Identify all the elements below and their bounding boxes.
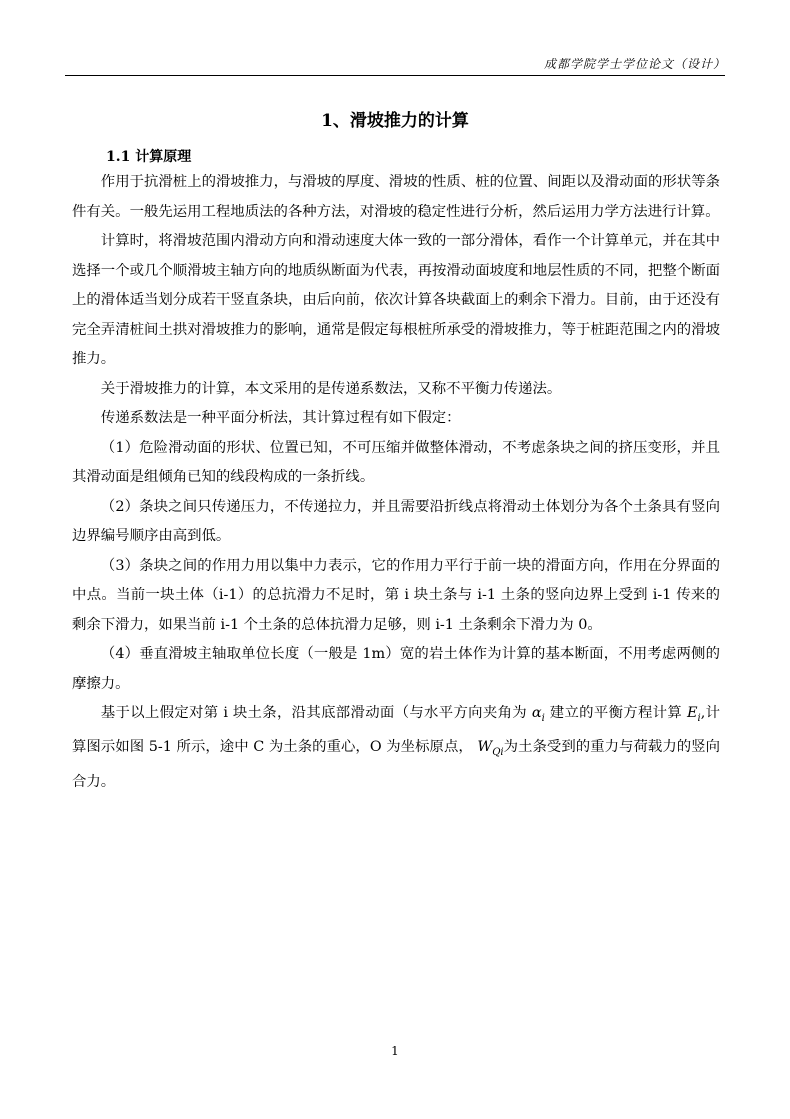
text-run: ,计算图示如图 5-1 所示，途中 C 为土条的重心，O 为坐标原点， xyxy=(72,705,721,756)
paragraph: 传递系数法是一种平面分析法，其计算过程有如下假定： xyxy=(100,410,461,426)
header-rule xyxy=(65,75,725,76)
paragraph: 作用于抗滑桩上的滑坡推力，与滑坡的厚度、滑坡的性质、桩的位置、间距以及滑动面的形状等条件有关。一般先运用工程地质法的各种方法，对滑坡的稳定性进行分析，然后运用力学方法进行计算。 xyxy=(72,174,720,220)
paragraph: （2）条块之间只传递压力，不传递拉力，并且需要沿折线点将滑动土体划分为各个土条具有竖向边界编号顺序由高到低。 xyxy=(72,498,720,544)
paragraph: （4）垂直滑坡主轴取单位长度（一般是 1m）宽的岩土体作为计算的基本断面，不用考虑两侧的摩擦力。 xyxy=(72,646,720,692)
text-run: 基于以上假定对第 i 块土条，沿其底部滑动面（与水平方向夹角为 xyxy=(100,705,527,721)
math-w-qi: $W_{Qi}$ xyxy=(477,739,504,759)
chapter-title: 1、滑坡推力的计算 xyxy=(321,111,469,131)
paragraph: 关于滑坡推力的计算，本文采用的是传递系数法，又称不平衡力传递法。 xyxy=(100,380,562,397)
section-title: 1.1 计算原理 xyxy=(106,149,192,165)
math-e-i: $E_i$ xyxy=(687,705,701,724)
body-text xyxy=(72,168,720,797)
text-run: 为土条受到的重力与荷载力的竖向合力。 xyxy=(72,739,720,790)
running-header: 成都学院学士学位论文（设计） xyxy=(543,57,726,71)
paragraph xyxy=(72,699,720,797)
page-number: 1 xyxy=(391,1044,399,1058)
paragraph: （3）条块之间的作用力用以集中力表示，它的作用力平行于前一块的滑面方向，作用在分界面的中点。当前一块土体（i-1）的总抗滑力不足时，第 i 块土条与 i-1 土条的竖向边界上受到 i-1 传来的剩余下滑力，如果当前 i-1 个土条的总体抗滑力足够，则 i-1 土条剩余下滑力为 0。 xyxy=(72,557,720,633)
paragraph: （1）危险滑动面的形状、位置已知，不可压缩并做整体滑动，不考虑条块之间的挤压变形，并且其滑动面是组倾角已知的线段构成的一条折线。 xyxy=(72,439,720,485)
text-run: 建立的平衡方程计算 xyxy=(549,705,683,721)
paragraph: 计算时，将滑坡范围内滑动方向和滑动速度大体一致的一部分滑体，看作一个计算单元，并在其中选择一个或几个顺滑坡主轴方向的地质纵断面为代表，再按滑动面坡度和地层性质的不同，把整个断面上的滑体适当划分成若干竖直条块，由后向前，依次计算各块截面上的剩余下滑力。目前，由于还没有完全弄清桩间土拱对滑坡推力的影响，通常是假定每根桩所承受的滑坡推力，等于桩距范围之内的滑坡推力。 xyxy=(72,233,720,367)
math-alpha-i: $\alpha_i$ xyxy=(531,705,545,724)
